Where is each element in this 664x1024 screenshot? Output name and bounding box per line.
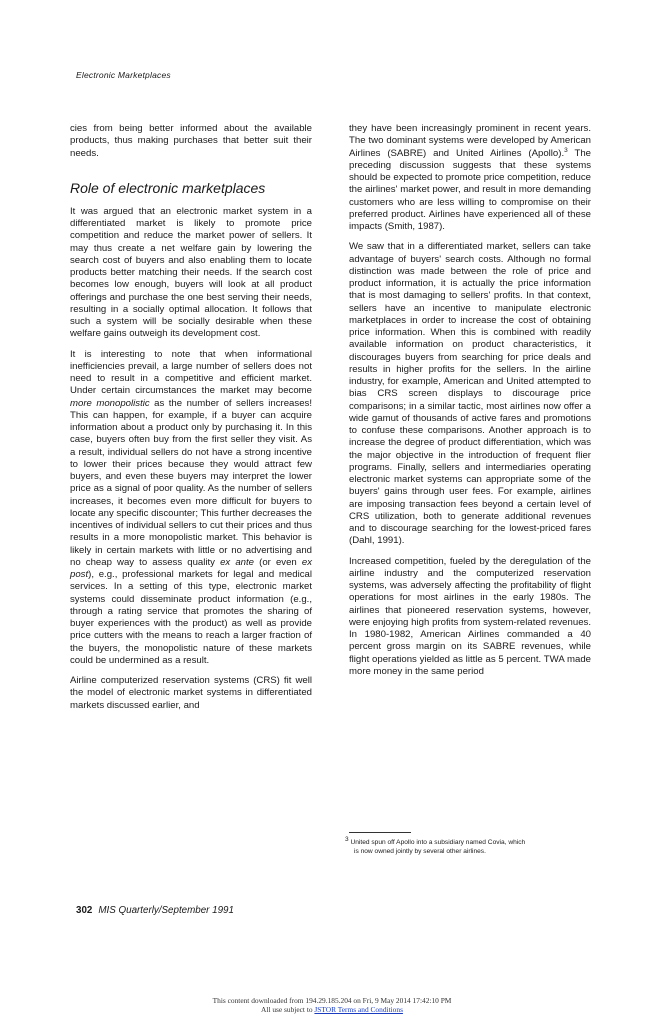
footnote-text-line: United spun off Apollo into a subsidiary named Covia, which: [350, 839, 526, 846]
terms-notice: All use subject to JSTOR Terms and Conditions: [261, 1005, 403, 1014]
jstor-terms-link[interactable]: JSTOR Terms and Conditions: [314, 1005, 403, 1014]
left-column: [70, 123, 312, 720]
footnote: [345, 835, 595, 856]
body-paragraph: they have been increasingly prominent in recent years. The two dominant systems were developed by American Airlines (SABRE) and United Airlines (Apollo).$^3$ The preceding discussion suggests that these systems should be expected to promote price competition, reduce the airlines' market power, and result in more demanding customers who are less willing to compromise on their preferred product. Airlines have experienced all of these impacts (Smith, 1987).: [349, 123, 591, 232]
body-paragraph: We saw that in a differentiated market, sellers can take advantage of buyers' search costs. Although no formal distinction was made between the role of price and product information, it is actually the price information that is most damaging to sellers' profits. In that context, sellers have an incentive to manipulate electronic marketplaces in order to increase the cost of obtaining price information. When this is combined with readily available information on product characteristics, it discourages buyers from searching for price deals and results in higher profits for the sellers. In the airline industry, for example, American and United attempted to bias CRS screen displays to discourage price comparisons; in a similar tactic, most airlines now offer a wide gamut of thousands of active fares and promotions to confuse these comparisons. Another approach is to increase the degree of product differentiation, which was the major objective in the introduction of frequent flier programs. Finally, sellers and intermediaries operating electronic market systems can appropriate some of the buyers' gains through user fees. For example, airlines are imposing transaction fees beyond a certain level of CRS utilization, both to generate additional revenues and to discourage searching for the lowest-priced fares (Dahl, 1991).: [349, 241, 591, 547]
page-footer: [76, 905, 234, 916]
emphasis: ex post: [70, 556, 312, 580]
body-paragraph: It is interesting to note that when informational inefficiencies prevail, a large number of sellers does not need to result in a competitive and efficient market. Under certain circumstances the market may become more monopolistic as the number of sellers increases! This can happen, for example, if a buyer can acquire information about a product only by purchasing it. In this case, buyers often buy from the first seller they visit. As a result, individual sellers do not have a strong incentive to lower their prices because they would attract few buyers, and even these buyers may interpret the lower price as a signal of poor quality. As the number of sellers increases, it becomes even more difficult for buyers to locate any specific discounter; This further decreases the incentives of individual sellers to cut their prices and thus results in a more monopolistic market. This behavior is likely in certain markets with little or no advertising and no cheap way to assess quality ex ante (or even ex post), e.g., professional markets for legal and medical services. In a setting of this type, electronic market systems could disseminate product information (e.g., through a rating service that promotes the sharing of buyer experiences with the product) as well as provide price cutters with the means to reach a larger fraction of the buyers, the monopolistic nature of these markets could be undermined as a result.: [70, 348, 312, 666]
page-number: 302: [76, 905, 93, 916]
body-paragraph: It was argued that an electronic market system in a differentiated market is likely to promote price competition and reduce the market power of sellers. It may thus create a net welfare gain by lowering the search cost of buyers and also enabling them to locate products better matching their needs. If the search cost becomes low enough, buyers will look at all product offerings and purchase the one best serving their needs, resulting in a socially optimal allocation. It follows that such a system will be socially desirable when these welfare gains outweigh its development cost.: [70, 205, 312, 340]
download-notice: This content downloaded from 194.29.185.204 on Fri, 9 May 2014 17:42:10 PM: [212, 996, 452, 1005]
right-column: [349, 123, 591, 686]
emphasis: ex ante: [220, 556, 255, 568]
running-head: Electronic Marketplaces: [76, 70, 171, 80]
footnote-rule: [349, 832, 411, 833]
footnote-text-line: is now owned jointly by several other airlines.: [354, 847, 486, 855]
journal-name: MIS Quarterly/September 1991: [98, 905, 234, 916]
emphasis: more monopolistic: [70, 397, 150, 409]
section-heading: Role of electronic marketplaces: [70, 179, 266, 196]
body-paragraph: Airline computerized reservation systems (CRS) fit well the model of electronic market systems in differentiated markets discussed earlier, and: [70, 675, 312, 711]
continued-paragraph: cies from being better informed about the available products, thus making purchases that better suit their needs.: [70, 123, 312, 159]
jstor-notice: [0, 996, 664, 1014]
footnote-mark: 3: [345, 835, 349, 843]
footnote-reference: 3: [564, 146, 568, 154]
body-paragraph: Increased competition, fueled by the deregulation of the airline industry and the computerized reservation systems, was adversely affecting the profitability of flight operations for most airlines in the early 1980s. The airlines that pioneered reservation systems, however, were enjoying high profits from system-related revenues. In 1980-1982, American Airlines commanded a 40 percent gross margin on its SABRE revenues, while flight operations yielded as little as 5 percent. TWA made more money in the same period: [349, 555, 591, 677]
